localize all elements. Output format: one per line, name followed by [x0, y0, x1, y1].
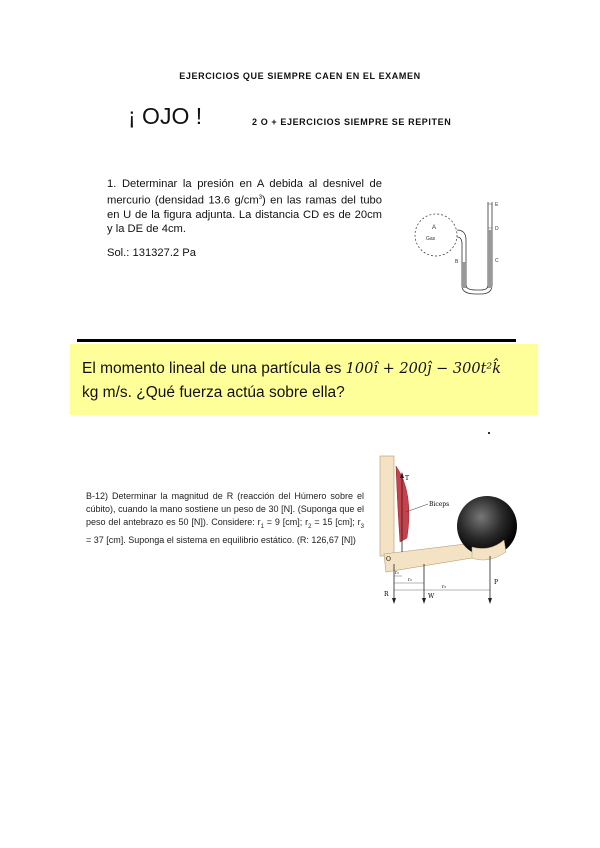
- label-t: T: [405, 475, 410, 482]
- force-p-head: [488, 598, 492, 604]
- label-e: E: [495, 202, 499, 208]
- exercise-1-superscript: 3: [258, 195, 263, 201]
- exercise-3-text-d: = 37 [cm]. Suponga el sistema en equilibrio estático. (R: 126,67 [N]): [86, 535, 356, 546]
- label-w: W: [428, 593, 435, 600]
- exercise-1-statement: [107, 177, 382, 236]
- ball-weight: [457, 496, 517, 556]
- label-c: C: [495, 258, 499, 264]
- label-r2: r₂: [408, 578, 412, 583]
- r1-subscript: 1: [260, 524, 264, 531]
- label-r3: r₃: [442, 585, 446, 590]
- section-divider: [77, 339, 516, 342]
- humerus-bone: [380, 456, 394, 556]
- label-o: O: [386, 556, 391, 563]
- stray-dot: [488, 432, 490, 434]
- label-b: B: [455, 259, 459, 265]
- label-r1: r₁: [395, 571, 399, 576]
- label-p: P: [494, 579, 499, 586]
- momentum-expression: 100î + 200ĵ − 300t²k̂: [345, 361, 501, 377]
- exercise-1-number: 1.: [107, 178, 117, 190]
- exercise-2-text-b: kg m/s. ¿Qué fuerza actúa sobre ella?: [82, 384, 345, 401]
- exercise-3-text-b: = 9 [cm]; r: [263, 517, 309, 528]
- r3-subscript: 3: [360, 524, 364, 531]
- exercise-2-text-a: El momento lineal de una partícula es: [82, 360, 342, 377]
- arm-figure: [372, 452, 532, 612]
- label-gas: Gas: [426, 236, 436, 242]
- biceps-pointer: [406, 504, 428, 512]
- exercise-3-text-c: = 15 [cm]; r: [311, 517, 361, 528]
- label-a: A: [432, 225, 437, 231]
- mercury-left: [462, 262, 466, 288]
- ojo-subtitle: 2 O + EJERCICIOS SIEMPRE SE REPITEN: [252, 117, 452, 127]
- force-r-head: [392, 598, 396, 604]
- exercise-3-statement: [86, 490, 364, 548]
- exercise-1-text-a: Determinar la presión en A debida al desnivel de mercurio (densidad 13.6 g/cm: [107, 178, 382, 207]
- exercise-3-text-a: B-12) Determinar la magnitud de R (reacción del Húmero sobre el cúbito), cuando la mano sostiene un peso de 30 [N]. (Suponga que el peso del antebrazo es 50 [N]). Considere: r: [86, 491, 364, 528]
- exercise-2-statement: [82, 357, 532, 405]
- label-r: R: [384, 591, 389, 598]
- r2-subscript: 2: [308, 524, 312, 531]
- ojo-heading: ¡ OJO !: [128, 103, 203, 129]
- u-tube-figure: [396, 190, 506, 295]
- force-w-head: [422, 598, 426, 604]
- gas-chamber: [415, 214, 457, 256]
- exercise-1-solution: Sol.: 131327.2 Pa: [107, 247, 196, 259]
- label-d: D: [495, 226, 499, 232]
- label-biceps: Biceps: [429, 501, 450, 508]
- exercise-1-text-b: ) en las ramas del tubo en U de la figura adjunta. La distancia CD es de 20cm y la DE de 4cm.: [107, 194, 382, 235]
- page-header: EJERCICIOS QUE SIEMPRE CAEN EN EL EXAMEN: [179, 71, 421, 81]
- mercury-right: [488, 230, 492, 288]
